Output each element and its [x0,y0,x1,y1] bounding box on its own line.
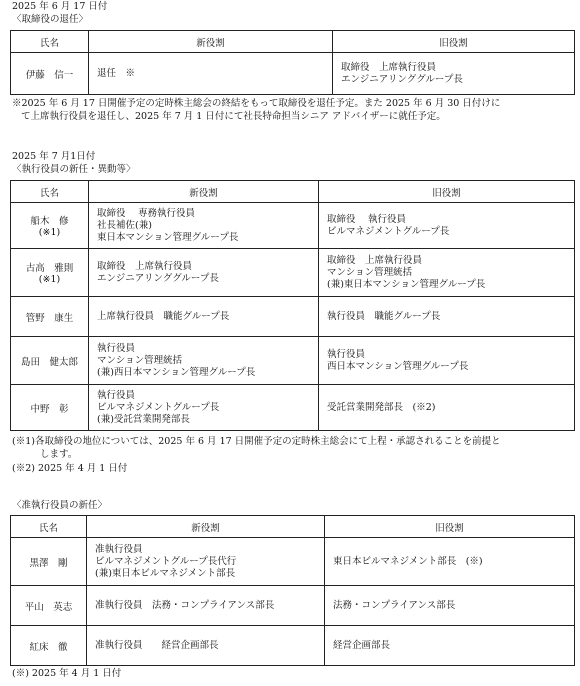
old-role-line: ビルマネジメントグループ長 [327,225,450,237]
old-role-line: 東日本ビルマネジメント部長 (※) [333,555,483,567]
new-role-cell [87,626,325,666]
name-cell [11,203,89,249]
old-role-line: (兼)東日本マンション管理グループ長 [327,278,486,290]
header-name: 氏名 [11,516,87,538]
name-cell [11,586,87,626]
old-role-cell [333,53,575,95]
table-row [11,538,575,586]
new-role-cell [87,538,325,586]
section1-date: 2025 年 6 月 17 日付 [12,1,108,12]
name-line: 伊藤 信一 [25,69,74,81]
new-role-line: 社長補佐(兼) [97,219,152,231]
new-role-cell [87,586,325,626]
section3-note: (※) 2025 年 4 月 1 日付 [12,668,122,679]
name-cell [11,249,89,297]
table-row [11,337,575,385]
name-line: 船木 修 [30,216,69,227]
old-role-cell [319,385,575,431]
section1-note-line2: て上席執行役員を退任し、2025 年 7 月 1 日付にて社長特命担当シニア アドバイザーに就任予定。 [21,111,446,122]
header-name: 氏名 [11,31,89,53]
name-cell [11,337,89,385]
old-role-line: 経営企画部長 [333,639,391,651]
old-role-line: 執行役員 職能グループ長 [327,310,441,322]
new-role-cell [89,297,319,337]
header-name: 氏名 [11,181,89,203]
new-role-line: 退任 ※ [97,67,136,79]
new-role-line: 執行役員 [97,342,136,354]
header-new-role: 新役割 [89,31,333,53]
new-role-line: エンジニアリンググループ長 [97,272,219,284]
old-role-line: 受託営業開発部長 (※2) [327,401,436,413]
new-role-cell [89,385,319,431]
new-role-line: ビルマネジメントグループ長代行 [95,555,237,567]
section2-title: 〈執行役員の新任・異動等〉 [12,164,136,175]
section2-note1-line2: します。 [40,449,78,460]
section2-note2: (※2) 2025 年 4 月 1 日付 [12,463,128,474]
old-role-cell [319,337,575,385]
table-row [11,626,575,666]
old-role-line: 西日本マンション管理グループ長 [327,360,469,372]
new-role-line: (兼)受託営業開発部長 [97,413,190,425]
new-role-cell [89,249,319,297]
old-role-cell [325,586,575,626]
header-new-role: 新役割 [89,181,319,203]
new-role-line: (兼)西日本マンション管理グループ長 [97,366,256,378]
new-role-line: マンション管理統括 [97,354,183,366]
old-role-line: 取締役 執行役員 [327,213,407,225]
old-role-cell [319,249,575,297]
header-new-role: 新役割 [87,516,325,538]
old-role-line: 取締役 上席執行役員 [341,61,437,73]
executive-changes-table [10,180,575,431]
new-role-cell [89,203,319,249]
new-role-line: 取締役 専務執行役員 [97,207,196,219]
new-role-line: 東日本マンション管理グループ長 [97,231,239,243]
section1-note-line1: ※2025 年 6 月 17 日開催予定の定時株主総会の終結をもって取締役を退任予定。また 2025 年 6 月 30 日付けに [12,98,501,109]
new-role-line: 上席執行役員 職能グループ長 [97,310,230,322]
name-line: 管野 康生 [25,312,74,324]
name-cell [11,538,87,586]
table-row [11,297,575,337]
old-role-line: 取締役 上席執行役員 [327,254,423,266]
old-role-cell [319,297,575,337]
old-role-line: 法務・コンプライアンス部長 [333,599,456,611]
table-row [11,586,575,626]
new-role-cell [89,337,319,385]
name-line: (※1) [38,274,61,285]
name-line: 紅床 徹 [29,641,68,653]
header-old-role: 旧役割 [319,181,575,203]
table-row [11,249,575,297]
name-line: 島田 健太郎 [20,356,78,368]
new-role-cell [89,53,333,95]
old-role-cell [325,626,575,666]
table-row [11,385,575,431]
name-cell [11,385,89,431]
name-cell [11,297,89,337]
new-role-line: (兼)東日本ビルマネジメント部長 [95,567,236,579]
old-role-cell [319,203,575,249]
old-role-cell [325,538,575,586]
associate-officers-table [10,515,575,666]
new-role-line: 准執行役員 [95,543,143,555]
table-row [11,203,575,249]
name-line: 平山 英志 [24,601,73,613]
name-line: 中野 彰 [30,403,69,415]
new-role-line: 取締役 上席執行役員 [97,260,193,272]
section3-title: 〈准執行役員の新任〉 [12,500,108,511]
old-role-line: マンション管理統括 [327,266,413,278]
name-line: 黒澤 剛 [29,557,68,569]
old-role-line: 執行役員 [327,348,366,360]
table-row [11,53,575,95]
retirement-table [10,30,575,95]
name-line: (※1) [38,227,61,238]
section2-note1-line1: (※1)各取締役の地位については、2025 年 6 月 17 日開催予定の定時株主総会にて上程・承認されることを前提と [12,436,501,447]
section1-title: 〈取締役の退任〉 [12,14,89,25]
new-role-line: ビルマネジメントグループ長 [97,401,220,413]
header-old-role: 旧役割 [325,516,575,538]
old-role-line: エンジニアリンググループ長 [341,73,463,85]
name-cell [11,626,87,666]
section2-date: 2025 年 7 月1日付 [12,151,96,162]
new-role-line: 准執行役員 経営企画部長 [95,639,219,651]
name-cell [11,53,89,95]
new-role-line: 准執行役員 法務・コンプライアンス部長 [95,599,275,611]
header-old-role: 旧役割 [333,31,575,53]
name-line: 古高 雅則 [25,263,74,274]
new-role-line: 執行役員 [97,389,136,401]
